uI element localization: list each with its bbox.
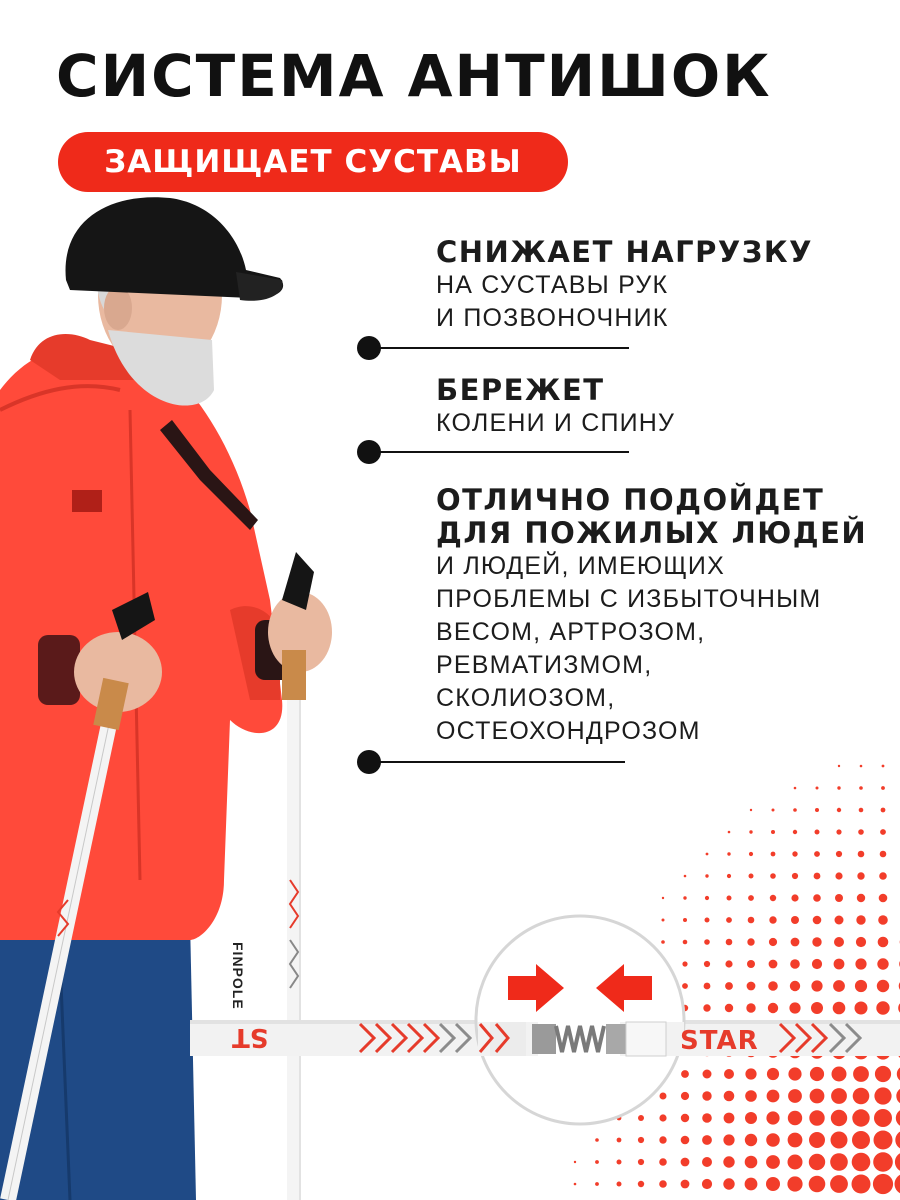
halftone-dot [874, 1109, 892, 1127]
halftone-dot [809, 1110, 824, 1125]
halftone-dot [837, 808, 841, 812]
halftone-dot [745, 1178, 758, 1191]
halftone-dot [895, 1130, 900, 1149]
halftone-dot [771, 852, 776, 857]
halftone-dot [791, 894, 798, 901]
halftone-dot [830, 1175, 848, 1193]
halftone-dot [790, 959, 800, 969]
halftone-dot [659, 1180, 667, 1188]
halftone-dot [835, 894, 843, 902]
halftone-dot [766, 1133, 780, 1147]
halftone-dot [787, 1176, 802, 1191]
halftone-dot [857, 894, 865, 902]
halftone-dot [749, 830, 752, 833]
halftone-dot [859, 786, 863, 790]
halftone-dot [683, 896, 686, 899]
halftone-dot [792, 851, 797, 856]
halftone-dot [830, 1153, 848, 1171]
halftone-dot [880, 851, 887, 858]
halftone-dot [880, 829, 886, 835]
feature-body: И ЛЮДЕЙ, ИМЕЮЩИХ ПРОБЛЕМЫ С ИЗБЫТОЧНЫМ ВЕСОМ, АРТРОЗОМ, РЕВМАТИЗМОМ, СКОЛИОЗОМ, ОСТЕОХОНДРОЗОМ [436, 552, 822, 745]
halftone-dot [788, 1133, 803, 1148]
halftone-dot [724, 1113, 735, 1124]
halftone-dot [595, 1138, 599, 1142]
pole-mark-label: ST [232, 1022, 269, 1052]
halftone-dot [749, 874, 754, 879]
halftone-dot [617, 1138, 622, 1143]
halftone-dot [809, 1154, 825, 1170]
feature-heading: ОТЛИЧНО ПОДОЙДЕТ ДЛЯ ПОЖИЛЫХ ЛЮДЕЙ [436, 483, 868, 550]
halftone-dot [705, 918, 710, 923]
halftone-dot [814, 851, 820, 857]
halftone-dot [856, 937, 866, 947]
halftone-dot [766, 1177, 780, 1191]
halftone-dot [766, 1155, 780, 1169]
halftone-dot [617, 1182, 622, 1187]
halftone-dot [881, 786, 885, 790]
halftone-dot [702, 1135, 712, 1145]
halftone-dot [745, 1156, 758, 1169]
feature-body: НА СУСТАВЫ РУК И ПОЗВОНОЧНИК [436, 271, 669, 332]
subtitle-badge: ЗАЩИЩАЕТ СУСТАВЫ [58, 132, 568, 192]
halftone-dot [702, 1179, 712, 1189]
halftone-dot [860, 765, 863, 768]
halftone-dot [747, 960, 755, 968]
feature-suitable-for-elderly [436, 484, 867, 748]
halftone-dot [748, 895, 754, 901]
halftone-dot [769, 938, 777, 946]
halftone-dot [852, 1153, 871, 1172]
halftone-dot [727, 852, 730, 855]
halftone-dot [852, 1175, 871, 1194]
halftone-dot [831, 1132, 848, 1149]
halftone-dot [816, 787, 819, 790]
halftone-dot [812, 937, 821, 946]
pole-model-label: STAR [680, 1026, 759, 1056]
halftone-dot [838, 765, 840, 767]
halftone-dot [878, 915, 888, 925]
halftone-dot [878, 937, 889, 948]
halftone-dot [834, 937, 844, 947]
halftone-dot [727, 874, 731, 878]
halftone-dot [638, 1181, 644, 1187]
halftone-dot [706, 853, 709, 856]
brand-text: FINPOLE [230, 942, 246, 1010]
halftone-dot [895, 1174, 900, 1195]
halftone-dot [681, 1136, 690, 1145]
halftone-dot [745, 1112, 757, 1124]
halftone-dot [835, 916, 844, 925]
halftone-dot [723, 1134, 734, 1145]
halftone-dot [726, 939, 733, 946]
halftone-dot [813, 916, 822, 925]
halftone-dot [725, 960, 732, 967]
page-title: СИСТЕМА АНТИШОК [56, 42, 772, 110]
anti-shock-closeup [470, 910, 690, 1130]
halftone-dot [769, 916, 776, 923]
halftone-dot [874, 1131, 893, 1150]
halftone-dot [852, 1131, 870, 1149]
halftone-dot [766, 1111, 779, 1124]
halftone-dot [837, 786, 840, 789]
feature-protects-knees [436, 374, 675, 440]
halftone-dot [792, 873, 798, 879]
halftone-dot [794, 787, 797, 790]
halftone-dot [705, 874, 708, 877]
halftone-dot [859, 808, 864, 813]
halftone-dot [681, 1180, 690, 1189]
halftone-dot [702, 1113, 712, 1123]
halftone-dot [877, 958, 888, 969]
halftone-dot [791, 916, 799, 924]
halftone-dot [659, 1158, 667, 1166]
halftone-dot [815, 808, 819, 812]
halftone-dot [836, 851, 842, 857]
divider-line [375, 451, 629, 453]
halftone-dot [745, 1134, 757, 1146]
halftone-dot [595, 1160, 599, 1164]
halftone-dot [813, 894, 821, 902]
halftone-dot [895, 1152, 900, 1172]
halftone-dot [879, 894, 888, 903]
halftone-dot [728, 831, 731, 834]
divider-line [375, 761, 625, 763]
halftone-dot [638, 1159, 644, 1165]
halftone-dot [793, 808, 797, 812]
halftone-dot [896, 1109, 900, 1127]
halftone-dot [809, 1176, 826, 1193]
halftone-dot [858, 829, 864, 835]
halftone-dot [770, 873, 776, 879]
halftone-dot [814, 873, 821, 880]
halftone-dot [812, 959, 822, 969]
halftone-dot [723, 1156, 734, 1167]
halftone-dot [791, 938, 800, 947]
halftone-dot [788, 1111, 802, 1125]
feature-heading: СНИЖАЕТ НАГРУЗКУ [436, 235, 813, 269]
halftone-dot [659, 1136, 666, 1143]
halftone-dot [681, 1158, 690, 1167]
feature-load-reduction [436, 236, 813, 335]
halftone-dot [857, 872, 864, 879]
halftone-dot [638, 1137, 644, 1143]
halftone-dot [809, 1132, 825, 1148]
halftone-dot [749, 852, 753, 856]
halftone-dot [662, 897, 664, 899]
halftone-dot [574, 1161, 576, 1163]
halftone-dot [702, 1157, 712, 1167]
halftone-dot [704, 961, 710, 967]
halftone-dot [856, 915, 865, 924]
feature-body: КОЛЕНИ И СПИНУ [436, 409, 676, 437]
halftone-dot [858, 851, 865, 858]
halftone-dot [882, 765, 885, 768]
divider-line [375, 347, 629, 349]
halftone-dot [772, 809, 775, 812]
halftone-dot [836, 829, 841, 834]
halftone-dot [881, 808, 886, 813]
halftone-dot [595, 1182, 599, 1186]
halftone-dot [727, 896, 732, 901]
halftone-dot [835, 872, 842, 879]
halftone-dot [726, 917, 732, 923]
halftone-dot [574, 1183, 577, 1186]
halftone-dot [834, 959, 845, 970]
halftone-dot [747, 938, 754, 945]
halftone-dot [750, 809, 752, 811]
halftone-dot [617, 1160, 622, 1165]
halftone-dot [771, 830, 775, 834]
feature-heading: БЕРЕЖЕТ [436, 373, 605, 407]
halftone-dot [723, 1178, 734, 1189]
halftone-dot [879, 872, 887, 880]
halftone-dot [873, 1152, 893, 1172]
halftone-dot [815, 830, 820, 835]
halftone-dot [684, 875, 687, 878]
halftone-dot [705, 896, 709, 900]
halftone-dot [704, 939, 710, 945]
halftone-dot [852, 1109, 869, 1126]
halftone-dot [873, 1174, 893, 1194]
halftone-dot [788, 1155, 803, 1170]
halftone-dot [831, 1110, 847, 1126]
halftone-dot [769, 960, 778, 969]
pole-brand-label [230, 942, 246, 1010]
halftone-dot [855, 958, 866, 969]
halftone-dot [748, 917, 755, 924]
halftone-dot [793, 830, 797, 834]
halftone-dot [770, 895, 776, 901]
